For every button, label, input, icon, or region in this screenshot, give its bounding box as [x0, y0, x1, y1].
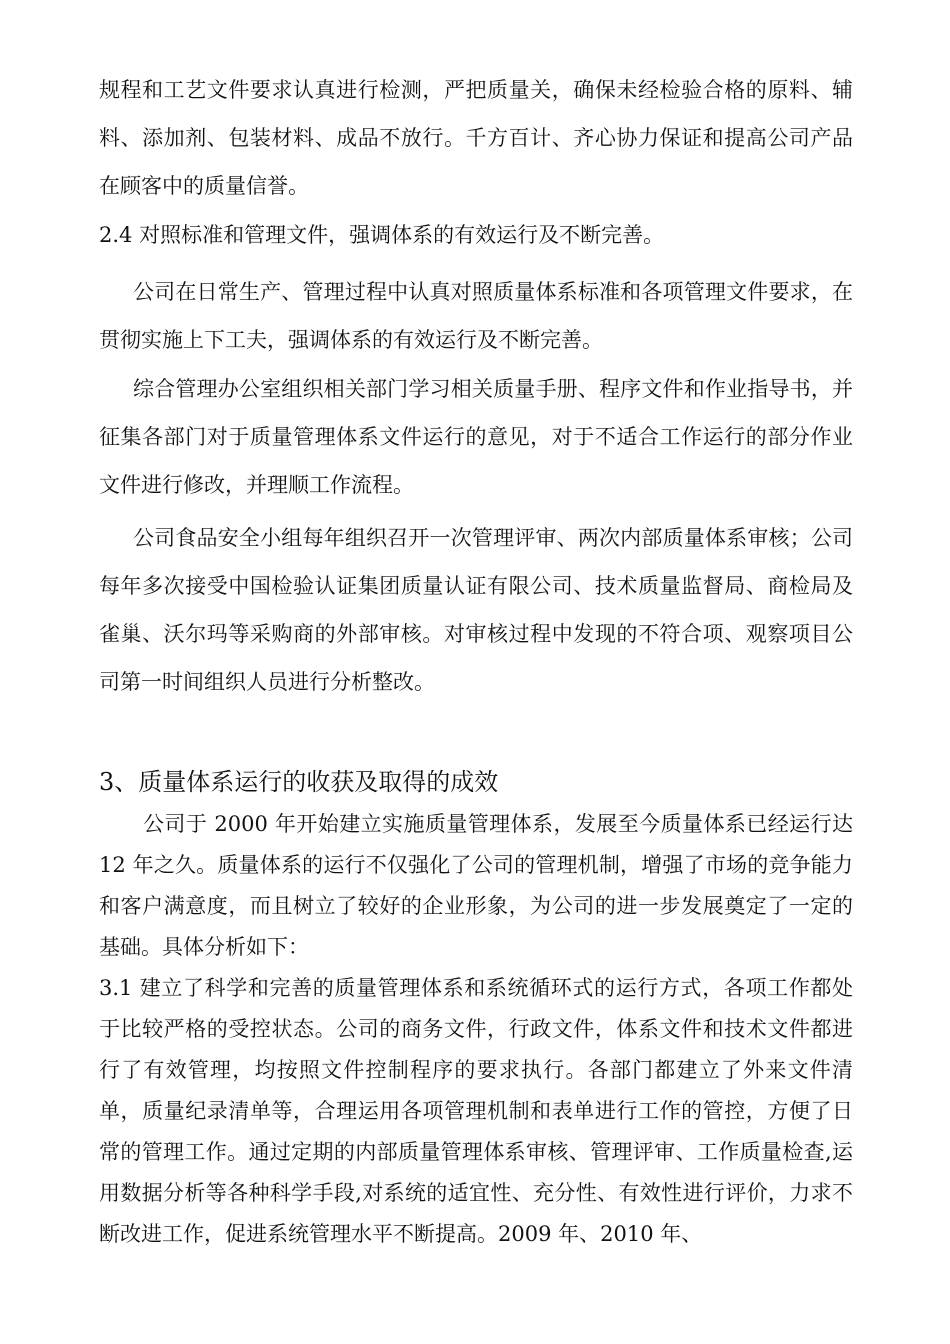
paragraph-3-1-system-established: 3.1 建立了科学和完善的质量管理体系和系统循环式的运行方式，各项工作都处于比较严格的受控状态。公司的商务文件，行政文件，体系文件和技术文件都进行了有效管理，均按照文件控制程序的要求执行。各部门都建立了外来文件清单，质量纪录清单等，合理运用各项管理机制和表单进行工作的管控，方便了日常的管理工作。通过定期的内部质量管理体系审核、管理评审、工作质量检查,运用数据分析等各种科学手段,对系统的适宜性、充分性、有效性进行评价，力求不断改进工作，促进系统管理水平不断提高。2009 年、2010 年、 [99, 976, 853, 1246]
section-heading-2-4: 2.4 对照标准和管理文件，强调体系的有效运行及不断完善。 [99, 223, 665, 247]
section-heading-3: 3、质量体系运行的收获及取得的成效 [99, 768, 499, 796]
paragraph-management-office: 综合管理办公室组织相关部门学习相关质量手册、程序文件和作业指导书，并征集各部门对于质量管理体系文件运行的意见，对于不适合工作运行的部分作业文件进行修改，并理顺工作流程。 [99, 377, 853, 497]
paragraph-daily-production: 公司在日常生产、管理过程中认真对照质量体系标准和各项管理文件要求，在贯彻实施上下工夫，强调体系的有效运行及不断完善。 [99, 280, 853, 352]
paragraph-inspection-continued: 规程和工艺文件要求认真进行检测，严把质量关，确保未经检验合格的原料、辅料、添加剂、包装材料、成品不放行。千方百计、齐心协力保证和提高公司产品在顾客中的质量信誉。 [99, 78, 853, 198]
paragraph-food-safety-audit: 公司食品安全小组每年组织召开一次管理评审、两次内部质量体系审核；公司每年多次接受中国检验认证集团质量认证有限公司、技术质量监督局、商检局及雀巢、沃尔玛等采购商的外部审核。对审核过程中发现的不符合项、观察项目公司第一时间组织人员进行分析整改。 [99, 526, 853, 694]
paragraph-system-history: 公司于 2000 年开始建立实施质量管理体系，发展至今质量体系已经运行达 12 年之久。质量体系的运行不仅强化了公司的管理机制，增强了市场的竞争能力和客户满意度，而且树立了较好的企业形象，为公司的进一步发展奠定了一定的基础。具体分析如下： [99, 812, 853, 959]
